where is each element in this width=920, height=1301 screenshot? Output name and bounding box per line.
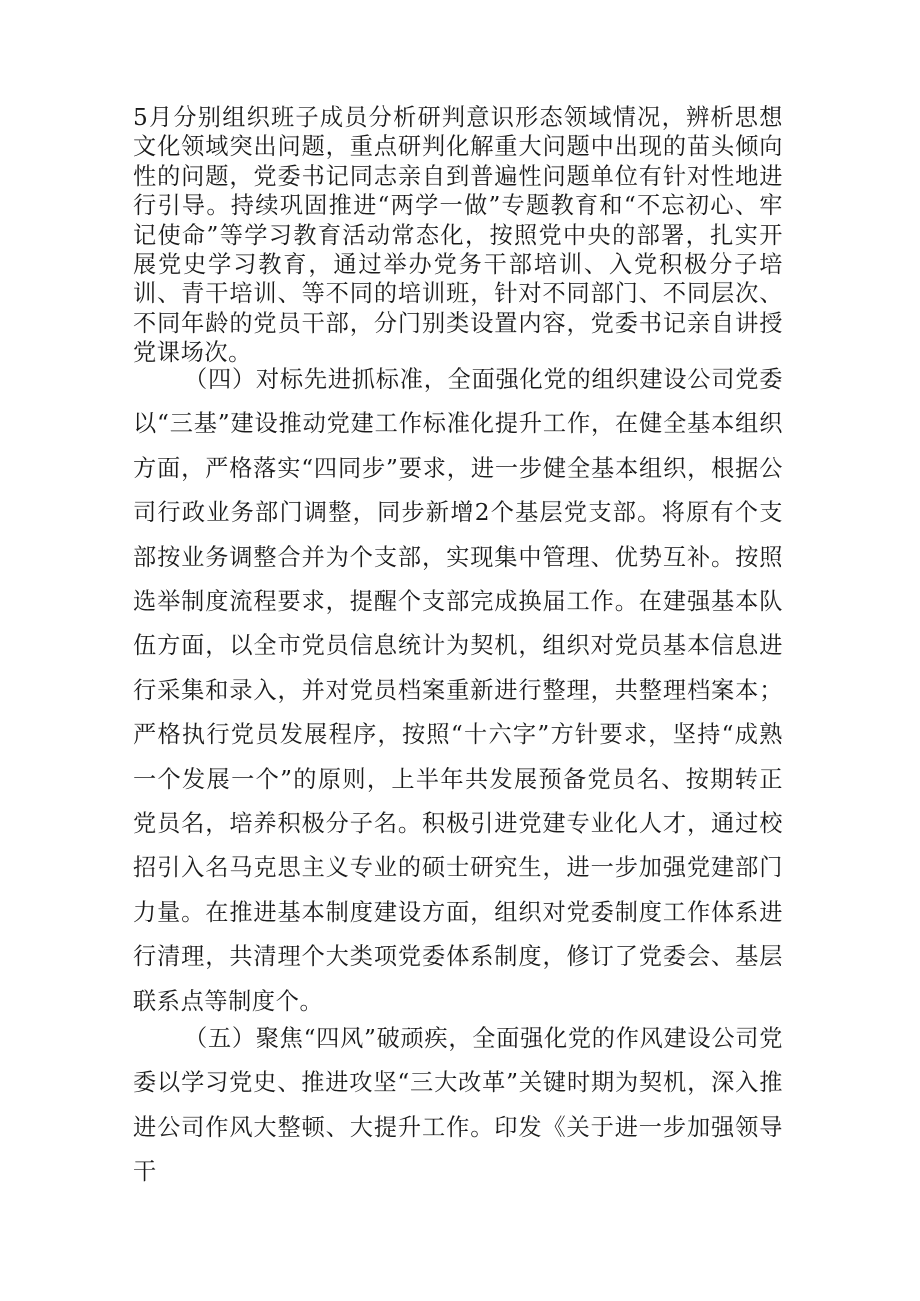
paragraph-work-style-building: （五）聚焦“四风”破顽疾，全面强化党的作风建设公司党委以学习党史、推进攻坚“三大改革”关键时期为契机，深入推进公司作风大整顿、大提升工作。印发《关于进一步加强领导干 (133, 1025, 783, 1186)
paragraph-ideology-work: 5月分别组织班子成员分析研判意识形态领域情况，辨析思想文化领域突出问题，重点研判化解重大问题中出现的苗头倾向性的问题，党委书记同志亲自到普遍性问题单位有针对性地进行引导。持续巩固推进“两学一做”专题教育和“不忘初心、牢记使命”等学习教育活动常态化，按照党中央的部署，扎实开展党史学习教育，通过举办党务干部培训、入党积极分子培训、青干培训、等不同的培训班，针对不同部门、不同层次、不同年龄的党员干部，分门别类设置内容，党委书记亲自讲授党课场次。 (133, 104, 783, 367)
paragraph-organization-building: （四）对标先进抓标准，全面强化党的组织建设公司党委以“三基”建设推动党建工作标准化提升工作，在健全基本组织方面，严格落实“四同步”要求，进一步健全基本组织，根据公司行政业务部门调整，同步新增2个基层党支部。将原有个支部按业务调整合并为个支部，实现集中管理、优势互补。按照选举制度流程要求，提醒个支部完成换届工作。在建强基本队伍方面，以全市党员信息统计为契机，组织对党员基本信息进行采集和录入，并对党员档案重新进行整理，共整理档案本；严格执行党员发展程序，按照“十六字”方针要求，坚持“成熟一个发展一个”的原则，上半年共发展预备党员名、按期转正党员名，培养积极分子名。积极引进党建专业化人才，通过校招引入名马克思主义专业的硕士研究生，进一步加强党建部门力量。在推进基本制度建设方面，组织对党委制度工作体系进行清理，共清理个大类项党委体系制度，修订了党委会、基层联系点等制度个。 (133, 366, 783, 1015)
